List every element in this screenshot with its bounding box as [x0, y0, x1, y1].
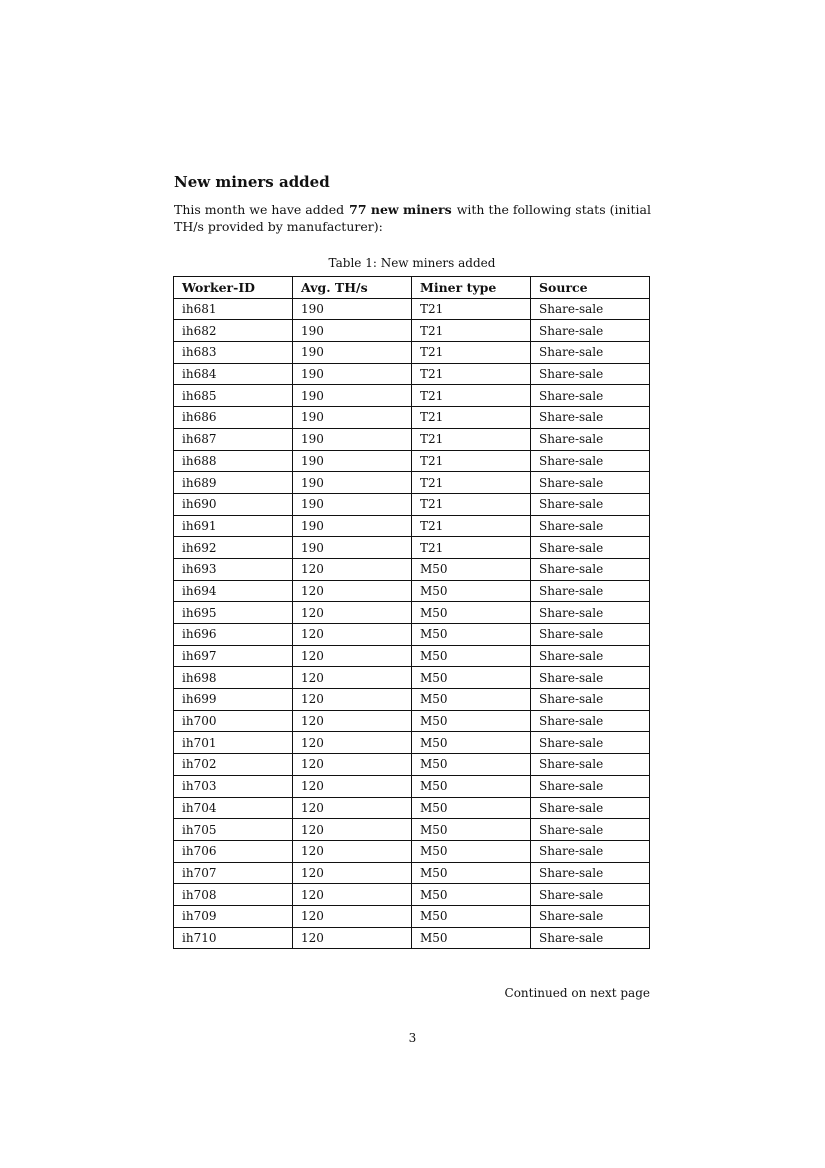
cell-miner-type: M50	[412, 797, 531, 819]
cell-source: Share-sale	[531, 580, 650, 602]
intro-line-1	[174, 201, 651, 218]
cell-miner-type: T21	[412, 428, 531, 450]
cell-miner-type: T21	[412, 298, 531, 320]
header-worker-id: Worker-ID	[174, 277, 293, 299]
cell-worker-id: ih685	[174, 385, 293, 407]
table-row	[174, 905, 650, 927]
cell-worker-id: ih704	[174, 797, 293, 819]
cell-avg-ths: 190	[293, 515, 412, 537]
cell-avg-ths: 190	[293, 428, 412, 450]
table-row	[174, 537, 650, 559]
header-miner-type: Miner type	[412, 277, 531, 299]
cell-worker-id: ih705	[174, 819, 293, 841]
header-source: Source	[531, 277, 650, 299]
cell-worker-id: ih693	[174, 558, 293, 580]
cell-worker-id: ih696	[174, 624, 293, 646]
cell-source: Share-sale	[531, 732, 650, 754]
cell-avg-ths: 120	[293, 775, 412, 797]
cell-source: Share-sale	[531, 472, 650, 494]
cell-avg-ths: 120	[293, 580, 412, 602]
cell-avg-ths: 120	[293, 732, 412, 754]
cell-avg-ths: 120	[293, 645, 412, 667]
cell-miner-type: T21	[412, 472, 531, 494]
cell-miner-type: M50	[412, 667, 531, 689]
cell-miner-type: M50	[412, 840, 531, 862]
cell-worker-id: ih691	[174, 515, 293, 537]
cell-worker-id: ih692	[174, 537, 293, 559]
page-number: 3	[408, 1031, 417, 1045]
cell-miner-type: M50	[412, 884, 531, 906]
cell-miner-type: M50	[412, 819, 531, 841]
cell-source: Share-sale	[531, 862, 650, 884]
cell-source: Share-sale	[531, 689, 650, 711]
cell-avg-ths: 120	[293, 840, 412, 862]
cell-avg-ths: 120	[293, 689, 412, 711]
cell-source: Share-sale	[531, 710, 650, 732]
table-row	[174, 862, 650, 884]
table-header-row	[174, 277, 650, 299]
cell-source: Share-sale	[531, 667, 650, 689]
cell-miner-type: M50	[412, 689, 531, 711]
cell-avg-ths: 190	[293, 450, 412, 472]
table-row	[174, 927, 650, 949]
cell-miner-type: T21	[412, 450, 531, 472]
table-row	[174, 602, 650, 624]
table-row	[174, 667, 650, 689]
table-row	[174, 775, 650, 797]
cell-source: Share-sale	[531, 298, 650, 320]
cell-miner-type: T21	[412, 320, 531, 342]
section-heading: New miners added	[174, 173, 330, 191]
intro-line-2: TH/s provided by manufacturer):	[174, 219, 383, 234]
cell-avg-ths: 120	[293, 754, 412, 776]
cell-miner-type: T21	[412, 342, 531, 364]
cell-miner-type: T21	[412, 407, 531, 429]
cell-source: Share-sale	[531, 385, 650, 407]
cell-worker-id: ih686	[174, 407, 293, 429]
cell-miner-type: M50	[412, 710, 531, 732]
cell-source: Share-sale	[531, 602, 650, 624]
cell-worker-id: ih701	[174, 732, 293, 754]
cell-source: Share-sale	[531, 797, 650, 819]
cell-source: Share-sale	[531, 320, 650, 342]
cell-source: Share-sale	[531, 927, 650, 949]
table-row	[174, 580, 650, 602]
cell-worker-id: ih710	[174, 927, 293, 949]
cell-miner-type: M50	[412, 732, 531, 754]
table-row	[174, 342, 650, 364]
cell-avg-ths: 190	[293, 385, 412, 407]
cell-avg-ths: 120	[293, 819, 412, 841]
cell-worker-id: ih708	[174, 884, 293, 906]
cell-worker-id: ih709	[174, 905, 293, 927]
cell-avg-ths: 120	[293, 905, 412, 927]
cell-source: Share-sale	[531, 645, 650, 667]
table-row	[174, 797, 650, 819]
cell-source: Share-sale	[531, 884, 650, 906]
cell-miner-type: M50	[412, 602, 531, 624]
cell-avg-ths: 190	[293, 298, 412, 320]
cell-worker-id: ih687	[174, 428, 293, 450]
cell-avg-ths: 120	[293, 797, 412, 819]
cell-miner-type: T21	[412, 537, 531, 559]
table-row	[174, 515, 650, 537]
cell-source: Share-sale	[531, 558, 650, 580]
table-row	[174, 298, 650, 320]
cell-source: Share-sale	[531, 754, 650, 776]
cell-source: Share-sale	[531, 515, 650, 537]
cell-source: Share-sale	[531, 428, 650, 450]
cell-miner-type: T21	[412, 385, 531, 407]
cell-avg-ths: 120	[293, 710, 412, 732]
cell-source: Share-sale	[531, 537, 650, 559]
cell-worker-id: ih703	[174, 775, 293, 797]
table-row	[174, 819, 650, 841]
cell-source: Share-sale	[531, 624, 650, 646]
table-body	[174, 298, 650, 949]
cell-miner-type: T21	[412, 363, 531, 385]
table-row	[174, 428, 650, 450]
cell-miner-type: M50	[412, 580, 531, 602]
cell-source: Share-sale	[531, 840, 650, 862]
cell-miner-type: M50	[412, 862, 531, 884]
table-row	[174, 732, 650, 754]
table-row	[174, 407, 650, 429]
cell-miner-type: M50	[412, 645, 531, 667]
intro-miner-count: 77 new miners	[349, 202, 452, 217]
cell-worker-id: ih684	[174, 363, 293, 385]
cell-worker-id: ih698	[174, 667, 293, 689]
cell-avg-ths: 190	[293, 537, 412, 559]
table-row	[174, 840, 650, 862]
header-avg-ths: Avg. TH/s	[293, 277, 412, 299]
cell-miner-type: T21	[412, 515, 531, 537]
cell-avg-ths: 120	[293, 602, 412, 624]
cell-avg-ths: 120	[293, 927, 412, 949]
cell-worker-id: ih688	[174, 450, 293, 472]
cell-source: Share-sale	[531, 819, 650, 841]
cell-avg-ths: 190	[293, 493, 412, 515]
cell-worker-id: ih699	[174, 689, 293, 711]
cell-source: Share-sale	[531, 905, 650, 927]
cell-miner-type: T21	[412, 493, 531, 515]
cell-miner-type: M50	[412, 927, 531, 949]
cell-avg-ths: 190	[293, 363, 412, 385]
table-row	[174, 558, 650, 580]
table-caption: Table 1: New miners added	[328, 256, 496, 270]
table-row	[174, 884, 650, 906]
cell-avg-ths: 120	[293, 667, 412, 689]
cell-worker-id: ih697	[174, 645, 293, 667]
cell-source: Share-sale	[531, 493, 650, 515]
intro-text-start: This month we have added	[174, 202, 345, 217]
cell-worker-id: ih681	[174, 298, 293, 320]
continued-note: Continued on next page	[504, 986, 650, 1000]
table-row	[174, 320, 650, 342]
cell-avg-ths: 190	[293, 472, 412, 494]
cell-worker-id: ih683	[174, 342, 293, 364]
cell-miner-type: M50	[412, 624, 531, 646]
cell-worker-id: ih682	[174, 320, 293, 342]
cell-avg-ths: 190	[293, 320, 412, 342]
cell-worker-id: ih694	[174, 580, 293, 602]
cell-worker-id: ih700	[174, 710, 293, 732]
cell-source: Share-sale	[531, 407, 650, 429]
cell-worker-id: ih689	[174, 472, 293, 494]
table-row	[174, 493, 650, 515]
cell-miner-type: M50	[412, 775, 531, 797]
cell-source: Share-sale	[531, 342, 650, 364]
cell-avg-ths: 190	[293, 407, 412, 429]
table-row	[174, 645, 650, 667]
cell-worker-id: ih690	[174, 493, 293, 515]
table-row	[174, 472, 650, 494]
table-row	[174, 450, 650, 472]
cell-worker-id: ih706	[174, 840, 293, 862]
cell-miner-type: M50	[412, 558, 531, 580]
table-row	[174, 624, 650, 646]
table-row	[174, 385, 650, 407]
intro-paragraph	[174, 201, 651, 235]
cell-worker-id: ih702	[174, 754, 293, 776]
table-row	[174, 689, 650, 711]
table-row	[174, 710, 650, 732]
cell-avg-ths: 120	[293, 862, 412, 884]
intro-text-end: with the following stats (initial	[456, 202, 651, 217]
cell-source: Share-sale	[531, 450, 650, 472]
cell-avg-ths: 120	[293, 884, 412, 906]
cell-avg-ths: 120	[293, 624, 412, 646]
cell-miner-type: M50	[412, 754, 531, 776]
table-row	[174, 754, 650, 776]
cell-source: Share-sale	[531, 775, 650, 797]
miners-table	[173, 276, 650, 949]
cell-avg-ths: 120	[293, 558, 412, 580]
table-row	[174, 363, 650, 385]
cell-worker-id: ih707	[174, 862, 293, 884]
cell-source: Share-sale	[531, 363, 650, 385]
cell-miner-type: M50	[412, 905, 531, 927]
cell-avg-ths: 190	[293, 342, 412, 364]
cell-worker-id: ih695	[174, 602, 293, 624]
